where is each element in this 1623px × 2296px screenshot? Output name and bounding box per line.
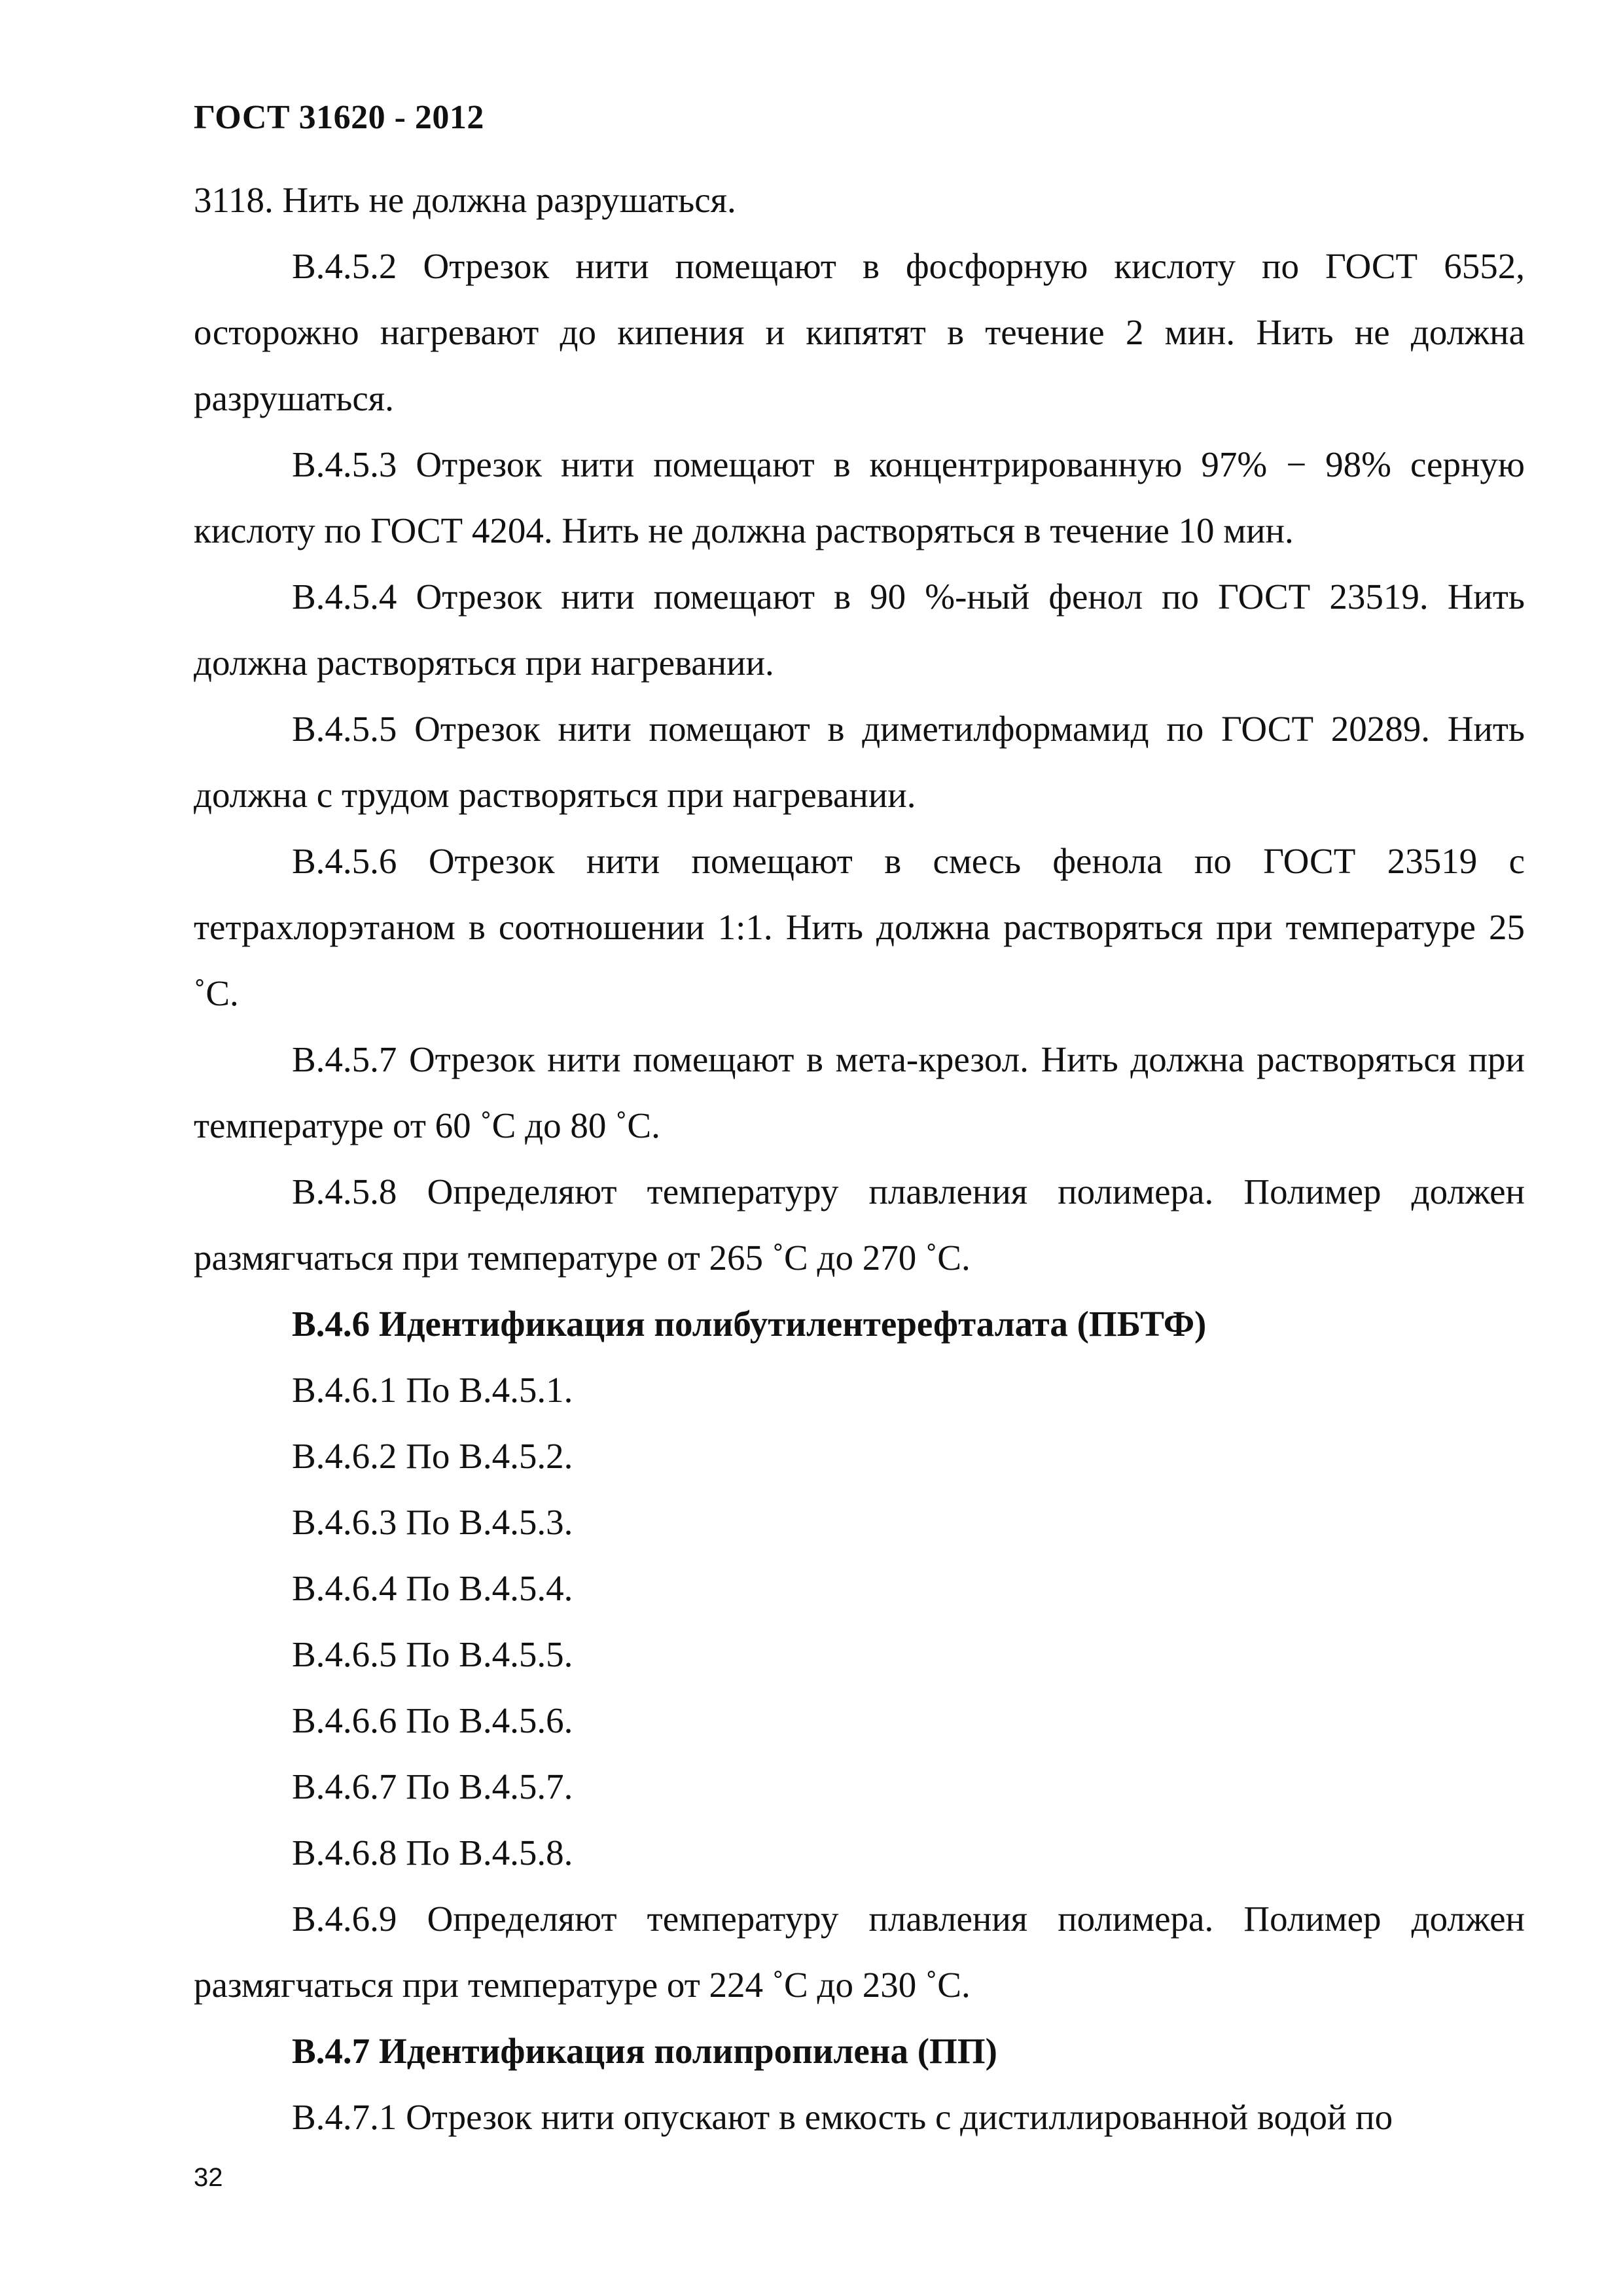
paragraph: В.4.6.1 По В.4.5.1. (292, 1370, 573, 1410)
paragraph: В.4.6.2 По В.4.5.2. (292, 1436, 573, 1476)
paragraph: В.4.6.6 По В.4.5.6. (292, 1700, 573, 1740)
paragraph: В.4.5.6 Отрезок нити помещают в смесь фенола по ГОСТ 23519 с тетрахлорэтаном в соотношении 1:1. Нить должна растворяться при температуре 25 ˚С. (194, 841, 1525, 1013)
page-number: 32 (194, 2163, 223, 2192)
paragraph: В.4.6.8 По В.4.5.8. (292, 1833, 573, 1873)
section-heading: В.4.6 Идентификация полибутилентерефталата (ПБТФ) (292, 1304, 1207, 1344)
section-heading: В.4.7 Идентификация полипропилена (ПП) (292, 2031, 997, 2071)
paragraph: В.4.5.7 Отрезок нити помещают в мета-крезол. Нить должна растворяться при температуре от 60 ˚С до 80 ˚С. (194, 1039, 1525, 1145)
paragraph: В.4.5.3 Отрезок нити помещают в концентрированную 97% − 98% серную кислоту по ГОСТ 4204. Нить не должна растворяться в течение 10 мин. (194, 444, 1525, 550)
paragraph: В.4.7.1 Отрезок нити опускают в емкость с дистиллированной водой по (292, 2097, 1393, 2137)
document-body (194, 167, 1525, 2150)
paragraph: В.4.5.5 Отрезок нити помещают в диметилформамид по ГОСТ 20289. Нить должна с трудом растворяться при нагревании. (194, 709, 1525, 815)
paragraph: 3118. Нить не должна разрушаться. (194, 180, 736, 220)
paragraph: В.4.6.3 По В.4.5.3. (292, 1502, 573, 1542)
document-header: ГОСТ 31620 - 2012 (194, 99, 484, 136)
paragraph: В.4.6.4 По В.4.5.4. (292, 1568, 573, 1608)
paragraph: В.4.5.8 Определяют температуру плавления полимера. Полимер должен размягчаться при температуре от 265 ˚С до 270 ˚С. (194, 1172, 1525, 1278)
paragraph: В.4.6.5 По В.4.5.5. (292, 1634, 573, 1674)
paragraph: В.4.5.2 Отрезок нити помещают в фосфорную кислоту по ГОСТ 6552, осторожно нагревают до кипения и кипятят в течение 2 мин. Нить не должна разрушаться. (194, 246, 1525, 418)
paragraph: В.4.5.4 Отрезок нити помещают в 90 %-ный фенол по ГОСТ 23519. Нить должна растворяться при нагревании. (194, 577, 1525, 683)
paragraph: В.4.6.9 Определяют температуру плавления полимера. Полимер должен размягчаться при температуре от 224 ˚С до 230 ˚С. (194, 1899, 1525, 2005)
paragraph: В.4.6.7 По В.4.5.7. (292, 1767, 573, 1806)
